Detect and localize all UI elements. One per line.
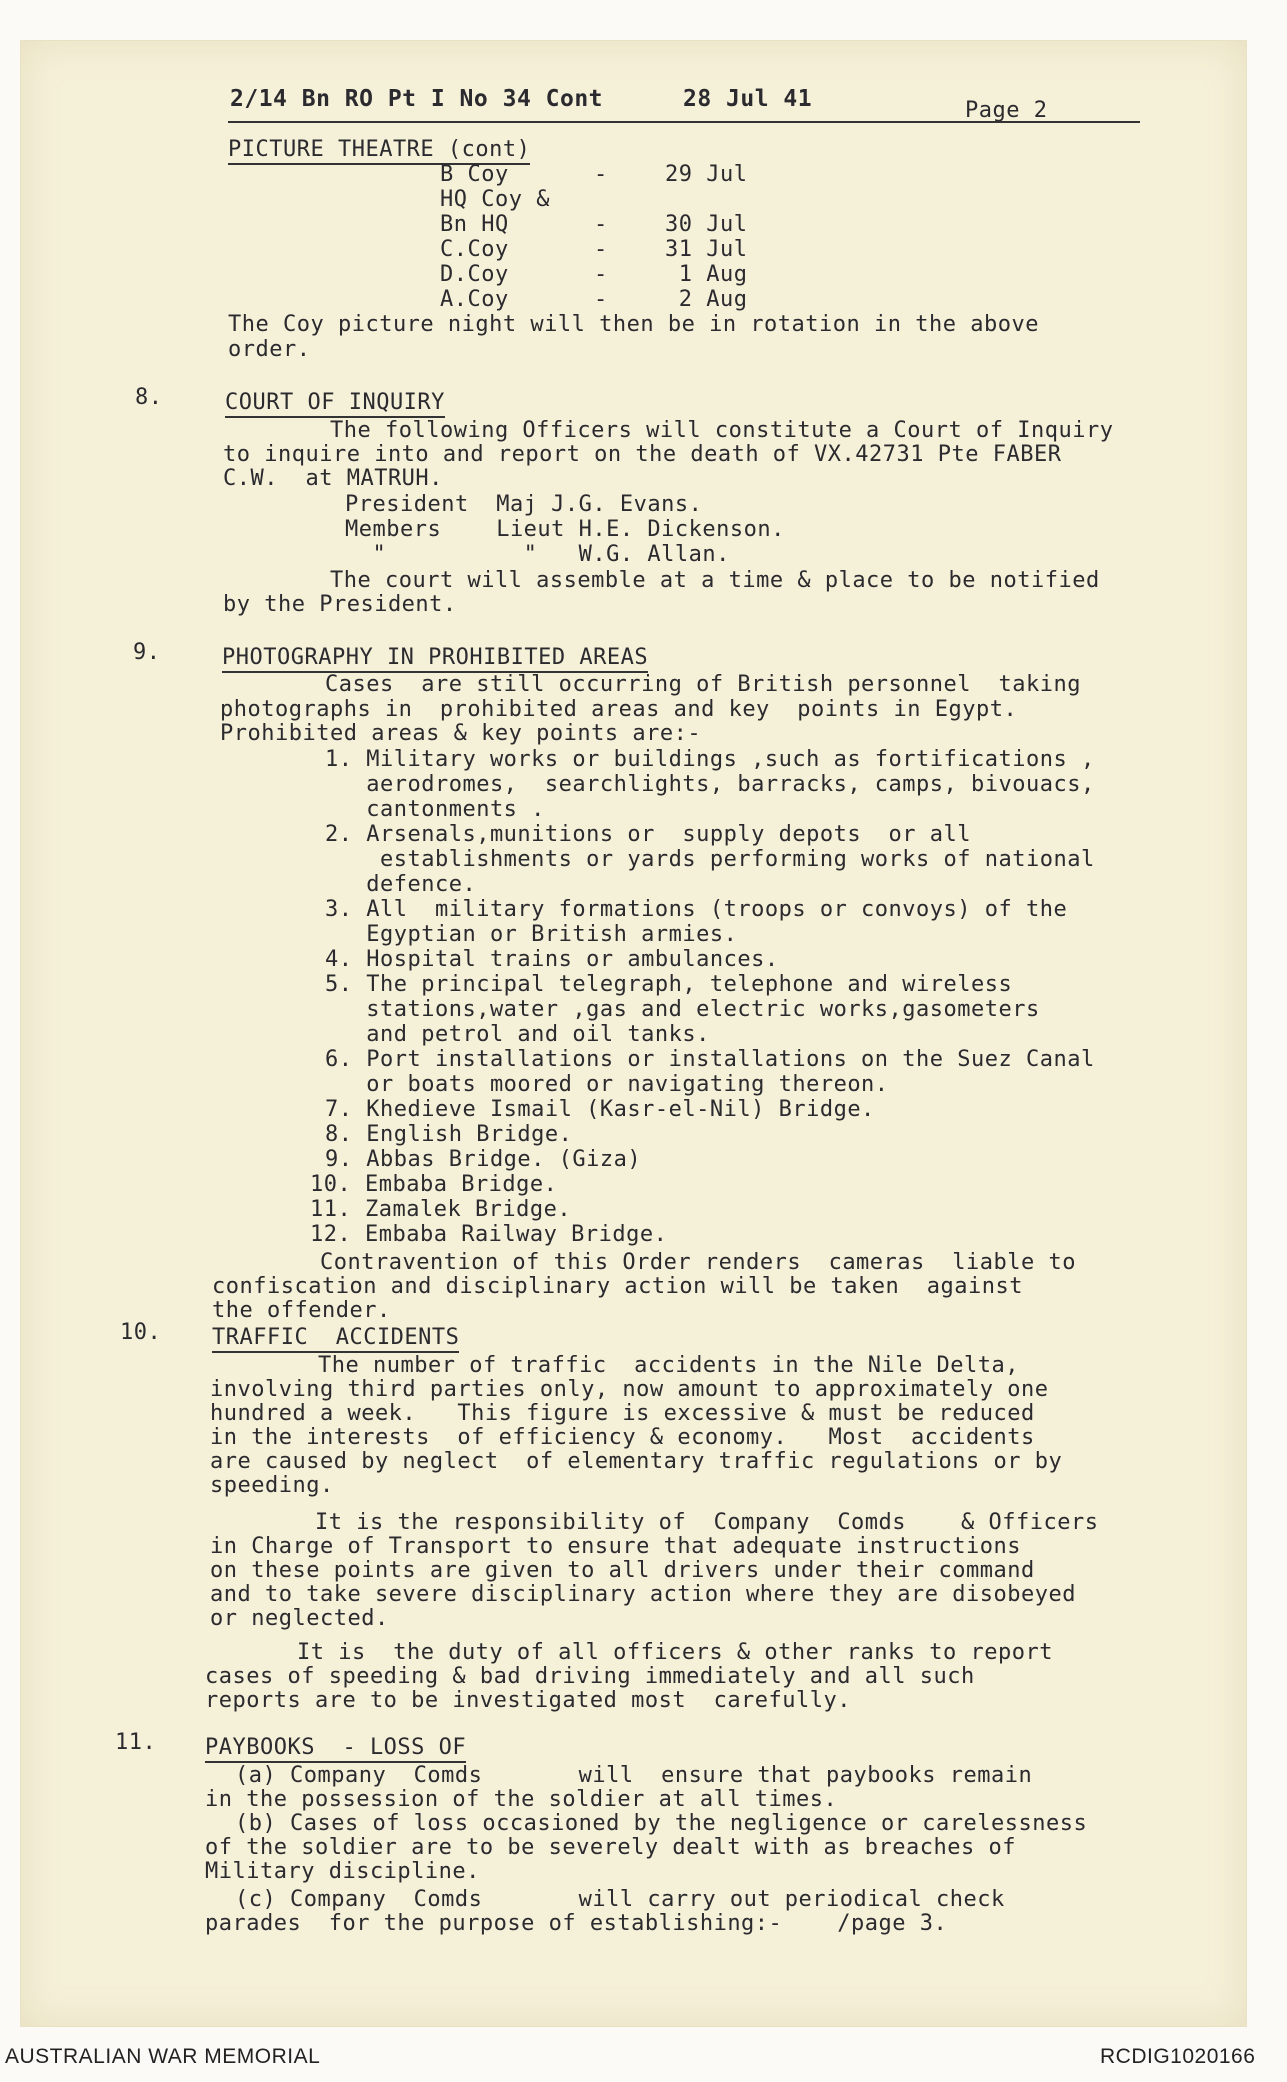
body-line: or neglected.	[210, 1606, 389, 1631]
member-line: Members Lieut H.E. Dickenson.	[345, 517, 785, 542]
doc-date: 28 Jul 41	[683, 86, 813, 112]
list-item: 9. Abbas Bridge. (Giza)	[325, 1147, 642, 1172]
body-line: in the possession of the soldier at all times.	[205, 1787, 838, 1812]
body-line: It is the duty of all officers & other ranks to report	[297, 1640, 1053, 1665]
body-line: photographs in prohibited areas and key points in Egypt.	[220, 697, 1018, 722]
list-item: aerodromes, searchlights, barracks, camps, bivouacs,	[325, 772, 1095, 797]
schedule-date: 2 Aug	[665, 287, 748, 312]
schedule-unit: Bn HQ	[440, 212, 509, 237]
section-number: 11.	[115, 1730, 157, 1755]
body-line: are caused by neglect of elementary traffic regulations or by	[210, 1449, 1063, 1474]
list-item: stations,water ,gas and electric works,gasometers	[325, 997, 1040, 1022]
body-line: The Coy picture night will then be in rotation in the above	[228, 312, 1039, 337]
schedule-dash: -	[594, 262, 608, 287]
body-line: order.	[228, 337, 311, 362]
list-item: 12. Embaba Railway Bridge.	[310, 1222, 668, 1247]
body-line: speeding.	[210, 1473, 334, 1498]
archive-id: RCDIG1020166	[1100, 2045, 1256, 2068]
list-item: 1. Military works or buildings ,such as fortifications ,	[325, 747, 1095, 772]
schedule-dash: -	[594, 162, 608, 187]
body-line: (a) Company Comds will ensure that paybooks remain	[235, 1763, 1033, 1788]
body-line: reports are to be investigated most carefully.	[205, 1688, 852, 1713]
list-item: 4. Hospital trains or ambulances.	[325, 947, 779, 972]
schedule-dash: -	[594, 237, 608, 262]
body-line: involving third parties only, now amount to approximately one	[210, 1377, 1049, 1402]
body-line: It is the responsibility of Company Comds & Officers	[315, 1510, 1099, 1535]
body-line: in Charge of Transport to ensure that adequate instructions	[210, 1534, 1021, 1559]
schedule-date: 31 Jul	[665, 237, 748, 262]
body-line: C.W. at MATRUH.	[223, 466, 443, 491]
list-item: defence.	[325, 872, 477, 897]
member-line: President Maj J.G. Evans.	[345, 492, 703, 517]
section-title-photography: PHOTOGRAPHY IN PROHIBITED AREAS	[222, 645, 648, 673]
section-title-picture-theatre: PICTURE THEATRE (cont)	[228, 137, 530, 165]
body-line: and to take severe disciplinary action where they are disobeyed	[210, 1582, 1076, 1607]
body-line: Cases are still occurring of British personnel taking	[325, 672, 1081, 697]
section-number: 8.	[135, 385, 163, 410]
section-title-traffic-accidents: TRAFFIC ACCIDENTS	[212, 1325, 459, 1353]
page-number: Page 2	[965, 98, 1048, 123]
body-line: Military discipline.	[205, 1859, 480, 1884]
body-line: in the interests of efficiency & economy. Most accidents	[210, 1425, 1035, 1450]
member-line: " " W.G. Allan.	[345, 542, 730, 567]
schedule-date: 1 Aug	[665, 262, 748, 287]
schedule-unit: A.Coy	[440, 287, 509, 312]
header-rule	[228, 121, 1140, 123]
body-line: The number of traffic accidents in the Nile Delta,	[318, 1353, 1020, 1378]
body-line: Prohibited areas & key points are:-	[220, 721, 702, 746]
body-line: the offender.	[212, 1298, 391, 1323]
list-item: 5. The principal telegraph, telephone and wireless	[325, 972, 1013, 997]
list-item: or boats moored or navigating thereon.	[325, 1072, 889, 1097]
schedule-unit: B Coy	[440, 162, 509, 187]
body-line: The following Officers will constitute a Court of Inquiry	[330, 418, 1114, 443]
list-item: 7. Khedieve Ismail (Kasr-el-Nil) Bridge.	[325, 1097, 875, 1122]
body-line: by the President.	[223, 592, 457, 617]
section-title-paybooks: PAYBOOKS - LOSS OF	[205, 1735, 466, 1763]
body-line: on these points are given to all drivers under their command	[210, 1558, 1035, 1583]
schedule-date: 30 Jul	[665, 212, 748, 237]
body-line: Contravention of this Order renders cameras liable to	[320, 1250, 1076, 1275]
list-item: cantonments .	[325, 797, 545, 822]
list-item: 2. Arsenals,munitions or supply depots or all	[325, 822, 972, 847]
section-number: 10.	[120, 1320, 162, 1345]
schedule-unit: D.Coy	[440, 262, 509, 287]
schedule-dash: -	[594, 287, 608, 312]
schedule-unit: C.Coy	[440, 237, 509, 262]
schedule-date: 29 Jul	[665, 162, 748, 187]
list-item: 10. Embaba Bridge.	[310, 1172, 558, 1197]
archive-credit: AUSTRALIAN WAR MEMORIAL	[5, 2045, 321, 2068]
list-item: 6. Port installations or installations on the Suez Canal	[325, 1047, 1095, 1072]
body-line: (b) Cases of loss occasioned by the negligence or carelessness	[235, 1811, 1088, 1836]
list-item: Egyptian or British armies.	[325, 922, 738, 947]
body-line: hundred a week. This figure is excessive & must be reduced	[210, 1401, 1035, 1426]
schedule-unit: HQ Coy &	[440, 187, 550, 212]
body-line: of the soldier are to be severely dealt with as breaches of	[205, 1835, 1016, 1860]
body-line: to inquire into and report on the death of VX.42731 Pte FABER	[223, 442, 1062, 467]
body-line: (c) Company Comds will carry out periodical check	[235, 1887, 1005, 1912]
body-line: confiscation and disciplinary action will be taken against	[212, 1274, 1023, 1299]
list-item: establishments or yards performing works of national	[325, 847, 1095, 872]
section-title-court-of-inquiry: COURT OF INQUIRY	[225, 390, 445, 418]
body-line: cases of speeding & bad driving immediately and all such	[205, 1664, 975, 1689]
body-line: parades for the purpose of establishing:- /page 3.	[205, 1911, 948, 1936]
list-item: 3. All military formations (troops or convoys) of the	[325, 897, 1068, 922]
list-item: and petrol and oil tanks.	[325, 1022, 710, 1047]
body-line: The court will assemble at a time & place to be notified	[330, 568, 1100, 593]
schedule-dash: -	[594, 212, 608, 237]
section-number: 9.	[133, 640, 161, 665]
list-item: 11. Zamalek Bridge.	[310, 1197, 572, 1222]
list-item: 8. English Bridge.	[325, 1122, 573, 1147]
doc-reference: 2/14 Bn RO Pt I No 34 Cont	[230, 86, 604, 112]
